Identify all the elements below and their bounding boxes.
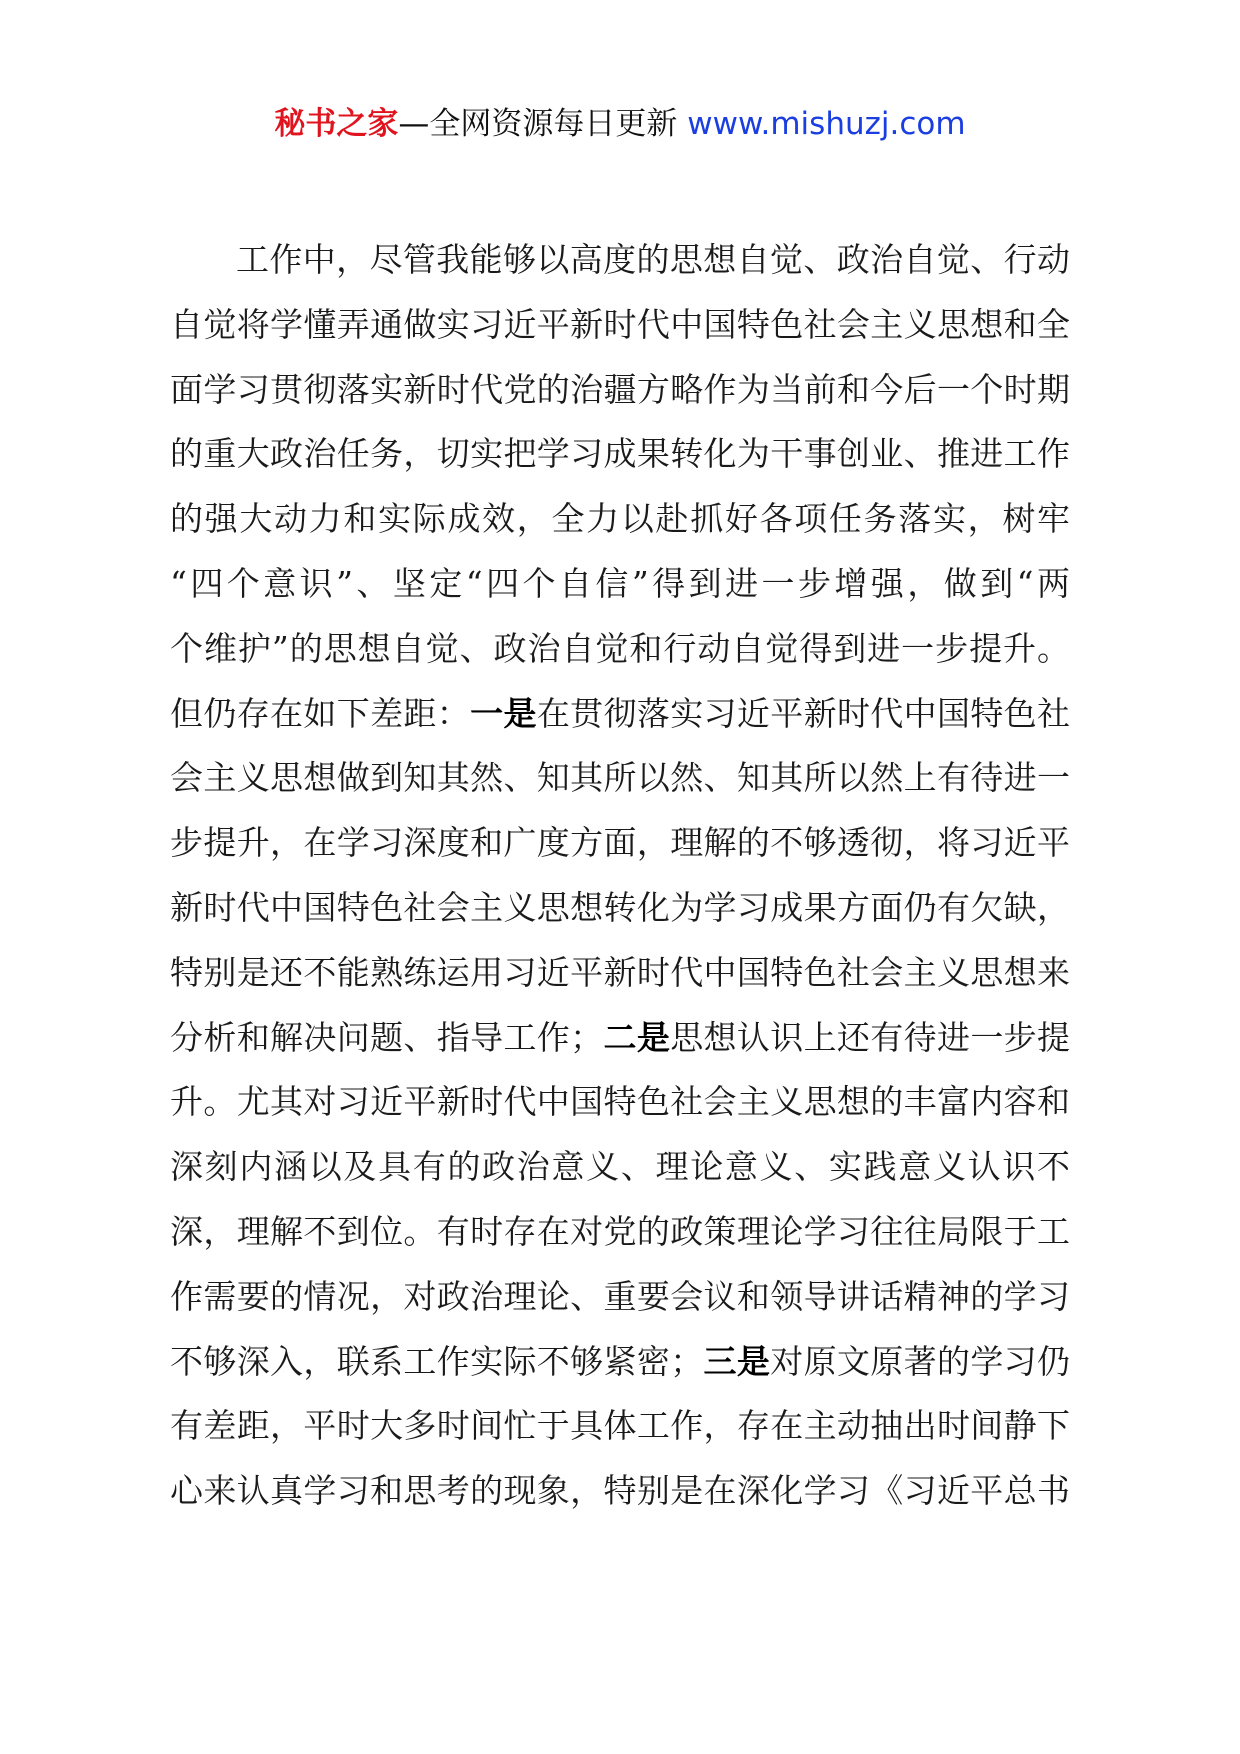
text-run: 在贯彻落实习近平新时代中国特色社 [536,693,1070,733]
emphasis-label: 三是 [703,1341,771,1381]
text-line [170,682,1070,747]
text-run: 深，理解不到位。有时存在对党的政策理论学习往往局限于工 [170,1211,1070,1251]
text-run: 会主义思想做到知其然、知其所以然、知其所以然上有待进一 [170,758,1070,798]
document-body [170,228,1070,1524]
brand-name: 秘书之家 [274,106,399,142]
text-line [170,1459,1070,1524]
text-line [170,293,1070,358]
text-run: 工作中，尽管我能够以高度的思想自觉、政治自觉、行动 [236,240,1070,279]
text-run: 思想认识上还有待进一步提 [670,1017,1070,1057]
text-run: 不够深入，联系工作实际不够紧密； [170,1341,704,1381]
text-run: 特别是还不能熟练运用习近平新时代中国特色社会主义思想来 [170,952,1070,992]
text-line [170,422,1070,487]
text-run: 的重大政治任务，切实把学习成果转化为干事创业、推进工作 [170,434,1070,474]
text-line [170,1070,1070,1135]
text-line [170,811,1070,876]
text-run: 的强大动力和实际成效，全力以赴抓好各项任务落实，树牢 [170,499,1070,539]
text-line [170,617,1070,682]
text-run: 心来认真学习和思考的现象，特别是在深化学习《习近平总书 [170,1471,1070,1511]
text-run: 有差距，平时大多时间忙于具体工作，存在主动抽出时间静下 [170,1406,1070,1446]
text-run: 步提升，在学习深度和广度方面，理解的不够透彻，将习近平 [170,823,1070,863]
text-run: 深刻内涵以及具有的政治意义、理论意义、实践意义认识不 [170,1147,1070,1187]
emphasis-label: 二是 [603,1017,671,1057]
text-line [170,746,1070,811]
text-line [170,1006,1070,1071]
text-run: 新时代中国特色社会主义思想转化为学习成果方面仍有欠缺， [170,887,1070,927]
text-run: 但仍存在如下差距： [170,693,471,733]
text-run: 作需要的情况，对政治理论、重要会议和领导讲话精神的学习 [170,1276,1070,1316]
text-run: 对原文原著的学习仍 [770,1341,1070,1381]
header-slogan: —全网资源每日更新 [398,106,678,142]
text-run: 升。尤其对习近平新时代中国特色社会主义思想的丰富内容和 [170,1082,1070,1122]
text-line [170,228,1070,293]
text-line [170,1135,1070,1200]
emphasis-label: 一是 [470,693,537,733]
text-run: “四个意识”、坚定“四个自信”得到进一步增强，做到“两 [170,563,1070,603]
text-line [170,941,1070,1006]
text-line [170,487,1070,552]
text-line [170,358,1070,423]
text-run: 个维护”的思想自觉、政治自觉和行动自觉得到进一步提升。 [170,628,1070,668]
text-line [170,552,1070,617]
page-header [0,100,1240,148]
text-line [170,1265,1070,1330]
text-run: 面学习贯彻落实新时代党的治疆方略作为当前和今后一个时期 [170,369,1070,409]
text-run: 自觉将学懂弄通做实习近平新时代中国特色社会主义思想和全 [170,304,1070,344]
text-line [170,1394,1070,1459]
text-line [170,876,1070,941]
website-link[interactable]: www.mishuzj.com [687,106,966,142]
text-line [170,1200,1070,1265]
text-line [170,1330,1070,1395]
text-run: 分析和解决问题、指导工作； [170,1017,604,1057]
